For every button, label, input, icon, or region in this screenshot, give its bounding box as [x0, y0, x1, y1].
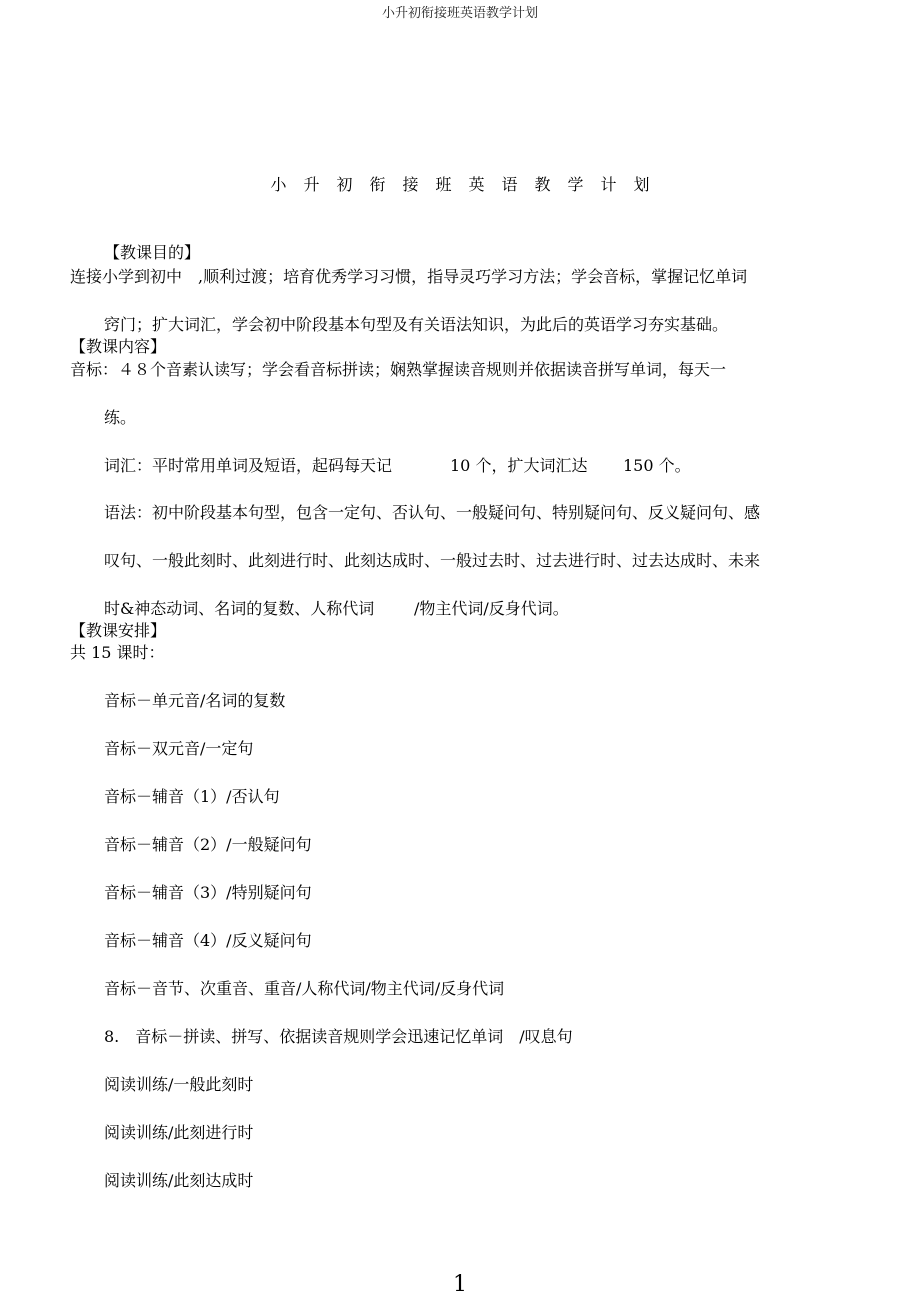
vocab-total-count: 150 个。: [623, 456, 691, 475]
lesson-item: 音标－辅音（3）/特别疑问句: [104, 883, 312, 902]
goal-text-line-1: 连接小学到初中 ,顺利过渡；培育优秀学习习惯，指导灵巧学习方法；学会音标，掌握记忆单词: [70, 267, 748, 286]
running-header: 小升初衔接班英语教学计划: [381, 6, 538, 21]
lesson-item: 音标－辅音（2）/一般疑问句: [104, 835, 312, 854]
lesson-item: 8. 音标－拼读、拼写、依据读音规则学会迅速记忆单词 /叹息句: [104, 1027, 573, 1046]
schedule-heading: 【教课安排】: [70, 621, 167, 640]
grammar-line-1: 语法：初中阶段基本句型，包含一定句、否认句、一般疑问句、特别疑问句、反义疑问句、感: [104, 503, 761, 522]
page-number: 1: [453, 1272, 467, 1297]
lesson-item: 阅读训练/此刻达成时: [104, 1171, 254, 1190]
lesson-item: 音标－单元音/名词的复数: [104, 691, 286, 710]
grammar-line-3a: 时&神态动词、名词的复数、人称代词: [104, 599, 375, 618]
page-title: 小升初衔接班英语教学计划: [270, 175, 667, 194]
grammar-line-2: 叹句、一般此刻时、此刻进行时、此刻达成时、一般过去时、过去进行时、过去达成时、未来: [104, 551, 761, 570]
vocab-daily-count: 10 个，扩大词汇达: [450, 456, 588, 475]
phonetics-line-1: 音标：４８个音素认读写；学会看音标拼读；娴熟掌握读音规则并依据读音拼写单词，每天一: [70, 360, 727, 379]
lesson-item: 阅读训练/一般此刻时: [104, 1075, 254, 1094]
content-heading: 【教课内容】: [70, 337, 167, 356]
lesson-item: 音标－辅音（1）/否认句: [104, 787, 280, 806]
goal-text-line-2: 窍门；扩大词汇，学会初中阶段基本句型及有关语法知识，为此后的英语学习夯实基础。: [104, 315, 729, 334]
lesson-item: 阅读训练/此刻进行时: [104, 1123, 254, 1142]
lesson-item: 音标－双元音/一定句: [104, 739, 254, 758]
lesson-item: 音标－音节、次重音、重音/人称代词/物主代词/反身代词: [104, 979, 505, 998]
grammar-line-3b: /物主代词/反身代词。: [414, 599, 569, 618]
goal-heading: 【教课目的】: [104, 243, 201, 262]
phonetics-line-2: 练。: [104, 408, 137, 427]
vocab-prefix: 词汇：平时常用单词及短语，起码每天记: [104, 456, 393, 475]
schedule-total: 共 15 课时：: [70, 643, 165, 662]
lesson-item: 音标－辅音（4）/反义疑问句: [104, 931, 312, 950]
